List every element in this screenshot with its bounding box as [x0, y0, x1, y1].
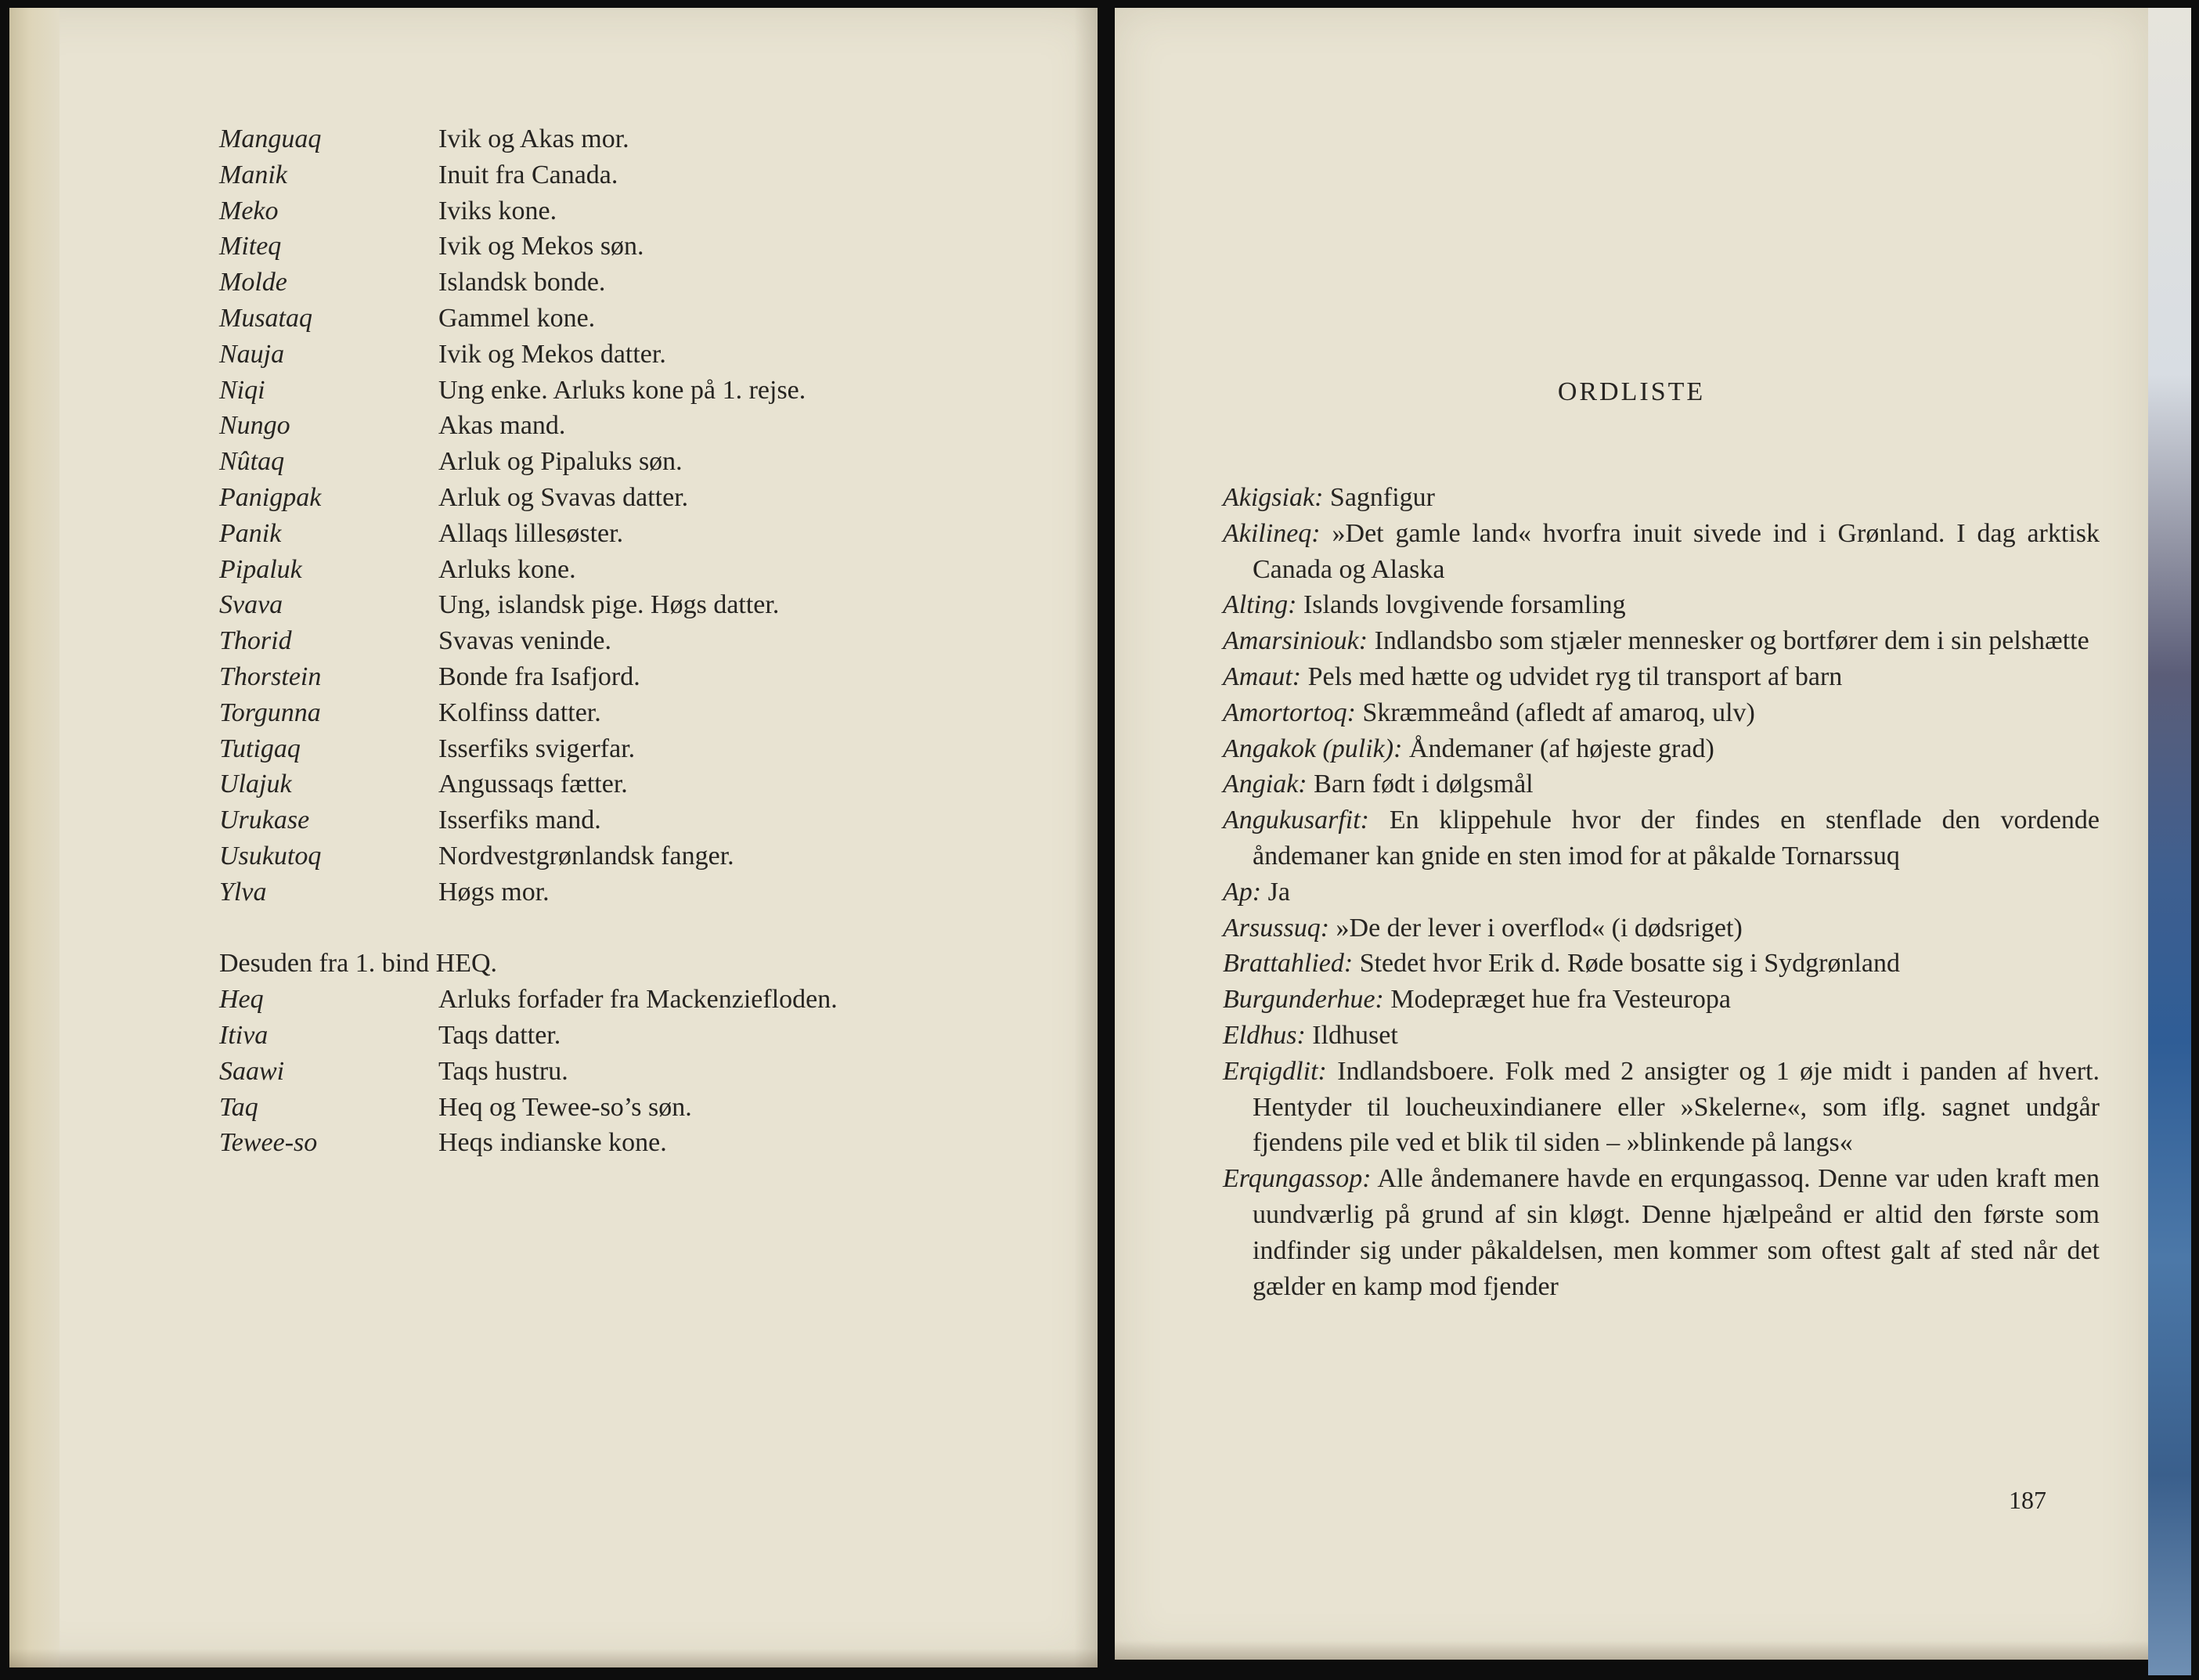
character-name: Ulajuk	[219, 770, 292, 799]
glossary-definition: Sagnfigur	[1329, 483, 1435, 512]
character-description: Allaqs lillesøster.	[438, 518, 624, 548]
page-number: 187	[2009, 1486, 2046, 1514]
character-description: Høgs mor.	[438, 877, 550, 907]
character-name: Tewee-so	[219, 1128, 318, 1158]
character-name: Torgunna	[219, 698, 321, 727]
glossary-term: Erqungassop:	[1223, 1164, 1372, 1194]
character-description: Ung enke. Arluks kone på 1. rejse.	[438, 375, 806, 405]
character-name: Ylva	[219, 877, 267, 907]
glossary-entry	[1223, 1054, 2100, 1161]
glossary-entry	[1223, 802, 2100, 874]
character-description: Ung, islandsk pige. Høgs datter.	[438, 590, 780, 620]
glossary-definition: Åndemaner (af højeste grad)	[1408, 734, 1714, 763]
page-shadow	[1115, 1641, 2148, 1660]
character-description: Arluk og Pipaluks søn.	[438, 447, 683, 477]
glossary-definition: Barn født i dølgsmål	[1314, 770, 1534, 799]
character-description: Heq og Tewee-so’s søn.	[438, 1092, 692, 1122]
right-page	[1115, 8, 2148, 1660]
glossary-term: Arsussuq:	[1223, 913, 1330, 943]
character-name: Manik	[219, 160, 287, 189]
glossary-list	[1223, 480, 2100, 1304]
glossary-definition: »De der lever i overflod« (i dødsriget)	[1336, 913, 1743, 943]
glossary-entry	[1223, 659, 2100, 695]
character-name: Manguaq	[219, 124, 322, 153]
glossary-entry	[1223, 766, 2100, 802]
glossary-definition: Modepræget hue fra Vesteuropa	[1390, 985, 1731, 1015]
book-cover-edge	[2148, 8, 2191, 1675]
character-name: Meko	[219, 196, 279, 225]
character-description: Arluks kone.	[438, 554, 576, 584]
glossary-definition: Pels med hætte og udvidet ryg til transport af barn	[1307, 662, 1843, 691]
glossary-definition: Islands lovgivende forsamling	[1303, 590, 1626, 620]
character-name: Miteq	[219, 232, 282, 261]
character-name: Heq	[219, 985, 264, 1015]
character-description: Angussaqs fætter.	[438, 770, 628, 799]
character-description: Svavas veninde.	[438, 626, 611, 656]
glossary-term: Akilineq:	[1223, 518, 1321, 548]
character-name: Musataq	[219, 303, 312, 333]
glossary-definition: En klippehule hvor der findes en stenflade den vordende åndemaner kan gnide en sten imod for at påkalde Tornarssuq	[1253, 806, 2100, 871]
character-description: Bonde fra Isafjord.	[438, 662, 640, 691]
character-description: Ivik og Mekos datter.	[438, 339, 666, 369]
character-description: Taqs datter.	[438, 1020, 561, 1050]
character-description: Islandsk bonde.	[438, 268, 606, 297]
glossary-entry	[1223, 623, 2100, 659]
glossary-entry	[1223, 587, 2100, 623]
page-shadow	[9, 1649, 1098, 1667]
glossary-term: Burgunderhue:	[1223, 985, 1384, 1015]
character-name: Nungo	[219, 411, 290, 441]
character-name: Panik	[219, 518, 282, 548]
glossary-term: Alting:	[1223, 590, 1297, 620]
glossary-entry	[1223, 910, 2100, 946]
character-description: Gammel kone.	[438, 303, 596, 333]
page-edge	[9, 8, 59, 1667]
glossary-definition: Stedet hvor Erik d. Røde bosatte sig i Sydgrønland	[1359, 949, 1901, 979]
character-description: Arluk og Svavas datter.	[438, 482, 689, 512]
character-description: Ivik og Mekos søn.	[438, 232, 644, 261]
character-description: Taqs hustru.	[438, 1056, 568, 1086]
character-name: Pipaluk	[219, 554, 302, 584]
character-description: Inuit fra Canada.	[438, 160, 618, 189]
character-name: Taq	[219, 1092, 258, 1122]
character-name: Tutigaq	[219, 734, 301, 763]
character-name: Nûtaq	[219, 447, 285, 477]
glossary-entry	[1223, 695, 2100, 731]
glossary-term: Amaut:	[1223, 662, 1302, 691]
glossary-term: Angiak:	[1223, 770, 1307, 799]
glossary-entry	[1223, 1018, 2100, 1054]
glossary-term: Eldhus:	[1223, 1020, 1306, 1050]
glossary-entry	[1223, 480, 2100, 516]
glossary-term: Angukusarfit:	[1223, 806, 1369, 835]
also-heading-text: Desuden fra 1. bind HEQ.	[219, 949, 498, 979]
character-name: Saawi	[219, 1056, 285, 1086]
character-description: Ivik og Akas mor.	[438, 124, 629, 153]
glossary-entry	[1223, 1161, 2100, 1304]
character-name: Panigpak	[219, 482, 322, 512]
character-description: Akas mand.	[438, 411, 566, 441]
glossary-term: Erqigdlit:	[1223, 1056, 1327, 1086]
character-description: Isserfiks mand.	[438, 806, 601, 835]
glossary-term: Angakok (pulik):	[1223, 734, 1403, 763]
character-description: Arluks forfader fra Mackenziefloden.	[438, 985, 838, 1015]
left-page	[9, 8, 1098, 1667]
character-name: Itiva	[219, 1020, 269, 1050]
character-description: Kolfinss datter.	[438, 698, 601, 727]
character-name: Thorid	[219, 626, 292, 656]
glossary-definition: Alle åndemanere havde en erqungassoq. Denne var uden kraft men uundværlig på grund af sin kløgt. Denne hjælpeånd er altid den første som indfinder sig under påkaldelsen, men kommer som oftest galt af sted når det gælder en kamp mod fjender	[1253, 1164, 2100, 1301]
character-name: Niqi	[219, 375, 265, 405]
glossary-definition: Ja	[1267, 877, 1290, 907]
glossary-term: Ap:	[1223, 877, 1262, 907]
character-name: Urukase	[219, 806, 310, 835]
character-description: Iviks kone.	[438, 196, 557, 225]
glossary-entry	[1223, 731, 2100, 767]
spine-shadow	[1074, 8, 1098, 1667]
glossary-entry	[1223, 982, 2100, 1018]
character-name: Usukutoq	[219, 841, 322, 871]
character-description: Heqs indianske kone.	[438, 1128, 667, 1158]
glossary-definition: Indlandsboere. Folk med 2 ansigter og 1 øje midt i panden af hvert. Hentyder til loucheuxindianere eller »Skelerne«, som iflg. sagnet undgår fjendens pile ved et blik til siden – »blinkende på langs«	[1253, 1056, 2100, 1158]
glossary-term: Amortortoq:	[1223, 698, 1356, 727]
glossary-definition: »Det gamle land« hvorfra inuit sivede ind i Grønland. I dag arktisk Canada og Alaska	[1253, 518, 2100, 584]
glossary-term: Amarsiniouk:	[1223, 626, 1368, 656]
character-description: Isserfiks svigerfar.	[438, 734, 636, 763]
glossary-definition: Skræmmeånd (afledt af amaroq, ulv)	[1362, 698, 1755, 727]
glossary-entry	[1223, 946, 2100, 982]
glossary-term: Brattahlied:	[1223, 949, 1354, 979]
glossary-definition: Ildhuset	[1312, 1020, 1398, 1050]
character-name: Molde	[219, 268, 287, 297]
character-description: Nordvestgrønlandsk fanger.	[438, 841, 734, 871]
glossary-entry	[1223, 874, 2100, 910]
glossary-definition: Indlandsbo som stjæler mennesker og bortfører dem i sin pelshætte	[1374, 626, 2089, 656]
glossary-entry	[1223, 516, 2100, 588]
glossary-term: Akigsiak:	[1223, 483, 1324, 512]
character-name: Nauja	[219, 339, 285, 369]
character-name: Thorstein	[219, 662, 322, 691]
glossary-heading: ORDLISTE	[1557, 377, 1706, 406]
character-name: Svava	[219, 590, 283, 620]
